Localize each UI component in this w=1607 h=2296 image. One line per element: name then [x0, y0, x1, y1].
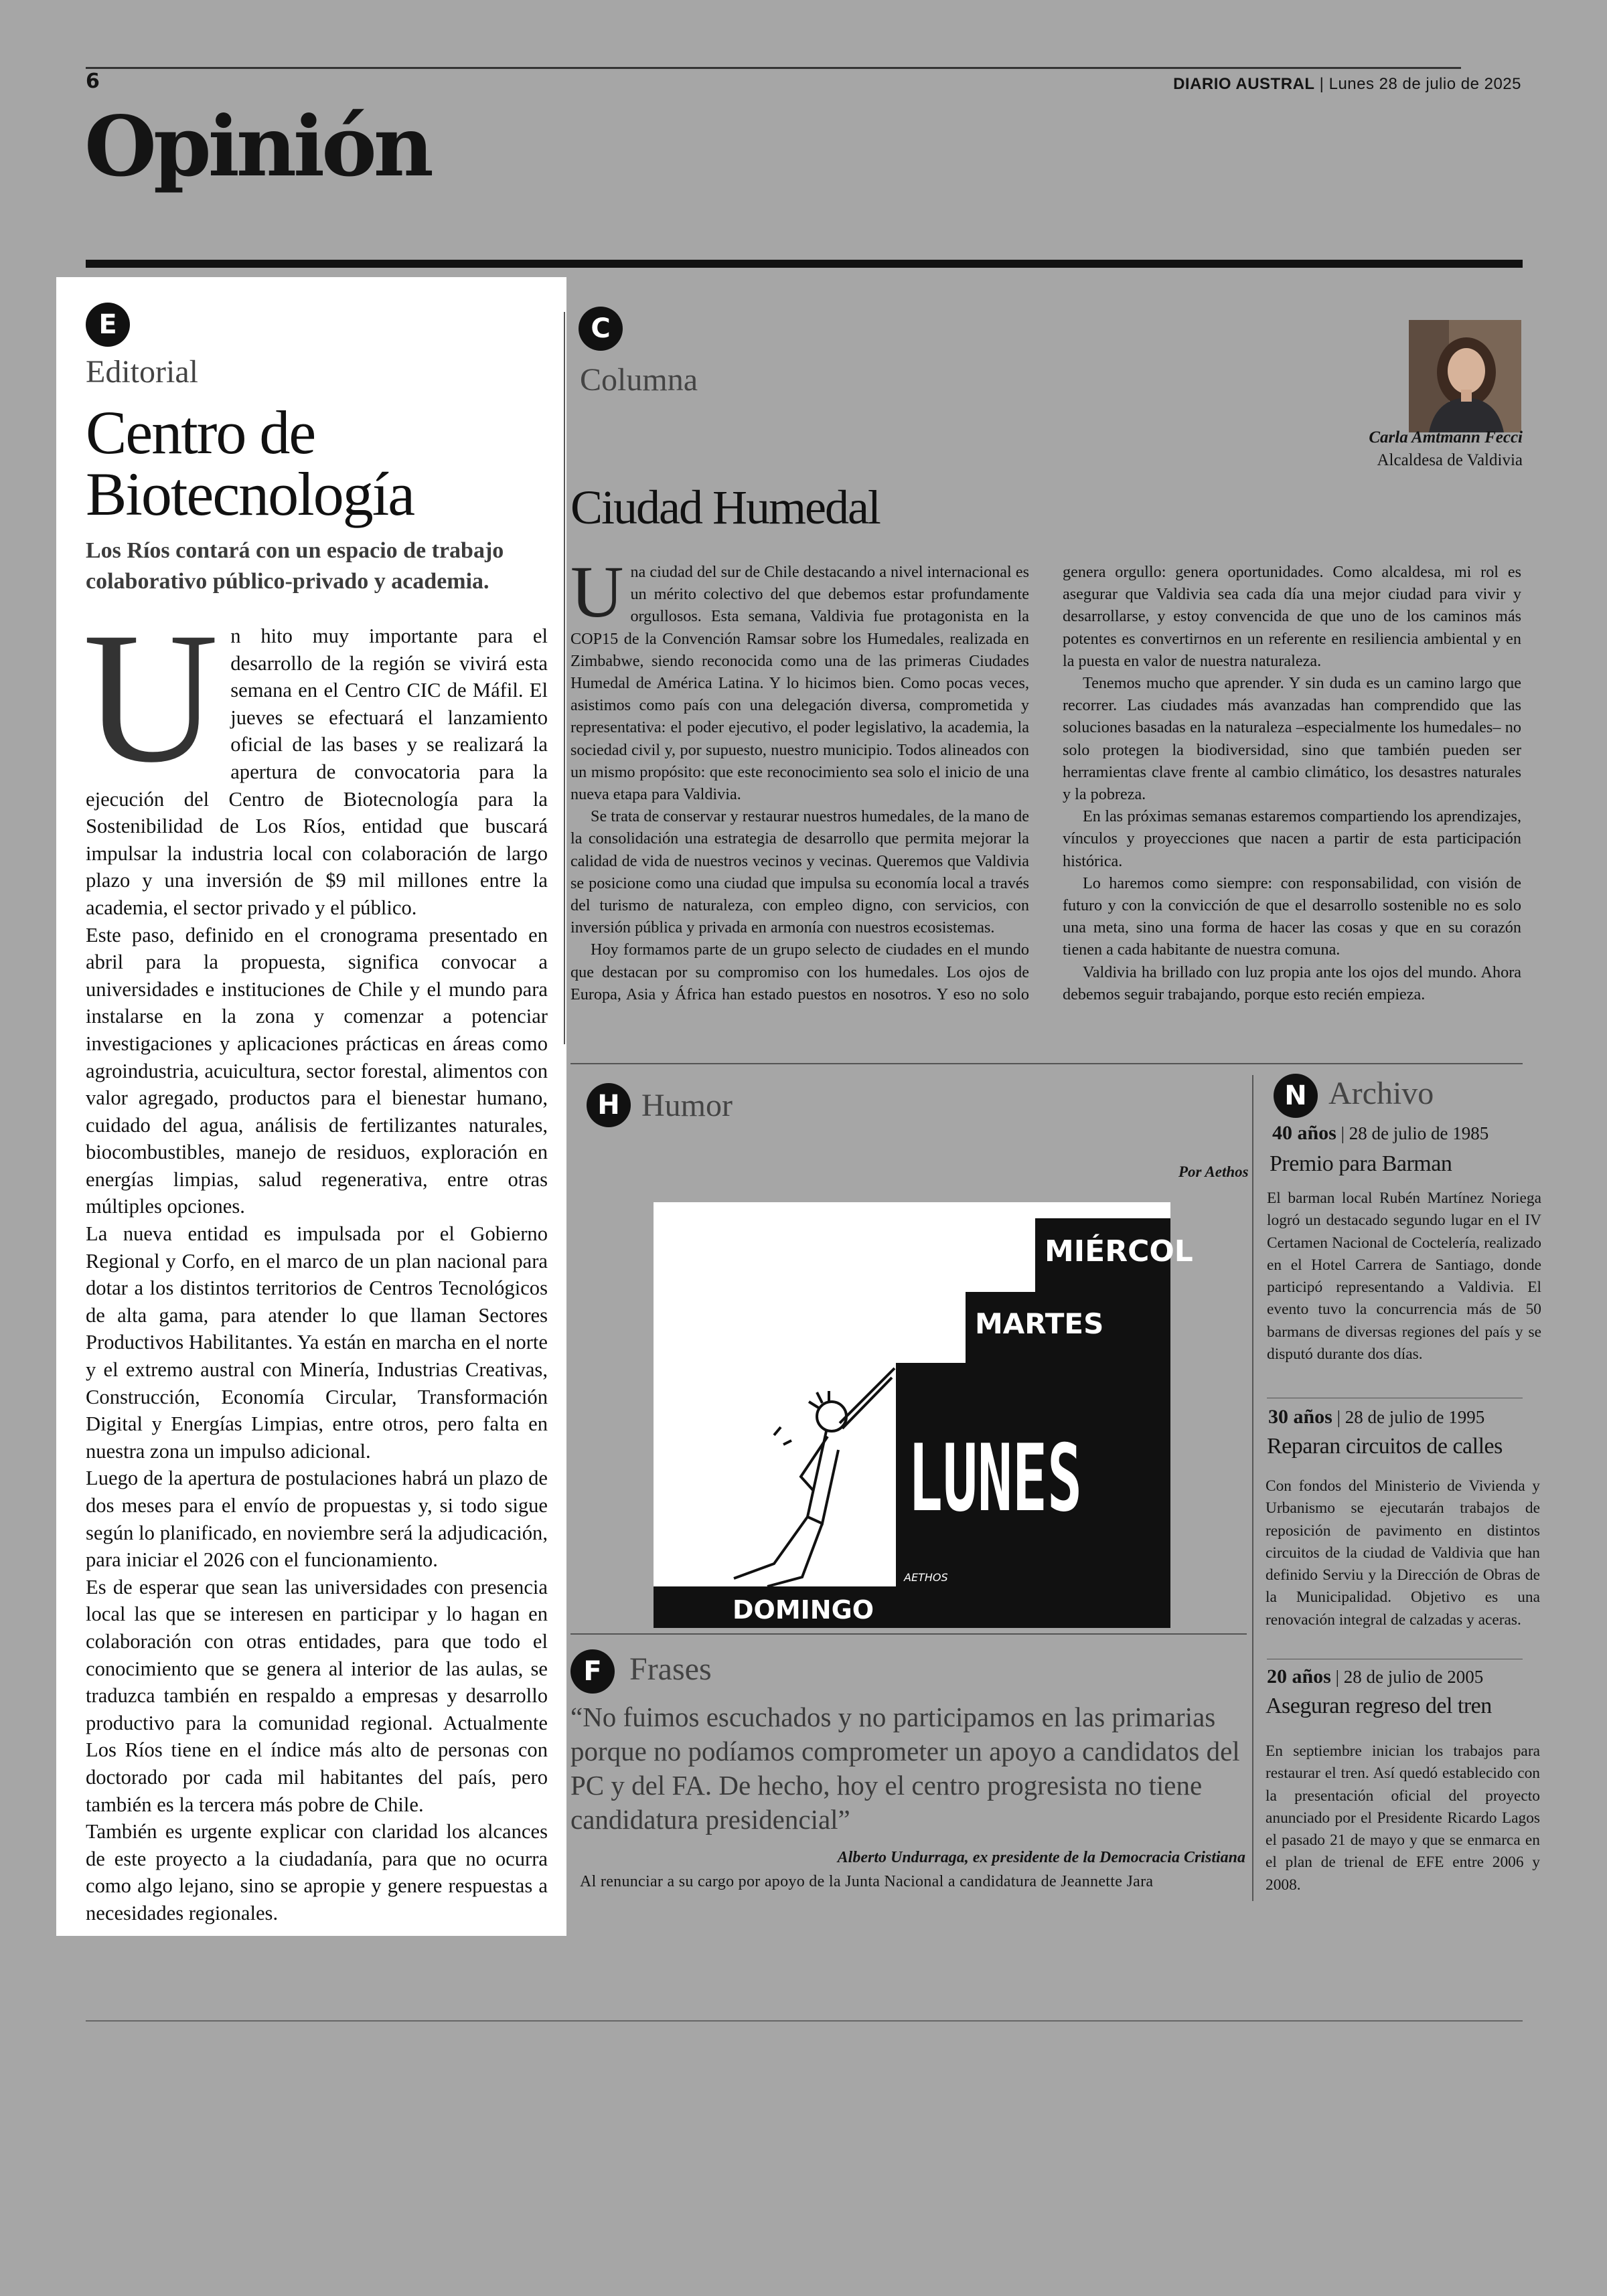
editorial-title-line1: Centro de — [86, 398, 315, 467]
archivo-badge: N — [1274, 1074, 1318, 1118]
archivo-years: 30 años — [1268, 1406, 1332, 1428]
frases-note: Al renunciar a su cargo por apoyo de la Junta Nacional a candidatura de Jeannette Jara — [580, 1873, 1154, 1890]
column-divider — [564, 312, 565, 1044]
frases-badge: F — [570, 1649, 615, 1694]
column-bottom-rule — [570, 1063, 1523, 1064]
publication-date: Lunes 28 de julio de 2025 — [1328, 75, 1521, 93]
humor-kicker: Humor — [641, 1088, 733, 1123]
editorial-paragraph: Este paso, definido en el cronograma presentado en abril para la propuesta, significa convocar a universidades e instituciones de Chile y el mundo para instalarse en la zona y comenzar a potenciar investigaciones y aplicaciones prácticas en áreas como agroindustria, acuicultura, sector forestal, alimentos con valor agregado, productos para el bienestar humano, cuidado del agua, análisis de fertilizantes naturales, biocombustibles, manejo de residuos, exploración en energías limpias, salud regenerativa, entre otras múltiples opciones. — [86, 923, 548, 1218]
editorial-badge: E — [86, 303, 130, 347]
humor-cartoon — [654, 1202, 1193, 1628]
archivo-kicker: Archivo — [1328, 1076, 1434, 1111]
editorial-dropcap: U — [83, 593, 219, 801]
masthead: DIARIO AUSTRAL | Lunes 28 de julio de 2025 — [1173, 75, 1521, 93]
section-rule — [86, 260, 1523, 268]
editorial-paragraph: Luego de la apertura de postulaciones habrá un plazo de dos meses para el envío de propuestas y, si todo sigue según lo planificado, en noviembre será la adjudicación, para iniciar el 2026 con el funcionamiento. — [86, 1467, 548, 1572]
archivo-years: 20 años — [1267, 1665, 1331, 1688]
bottom-rule — [86, 2020, 1523, 2022]
frases-kicker: Frases — [629, 1651, 712, 1687]
column-paragraph: Se trata de conservar y restaurar nuestros humedales, de la mano de la consolidación una estrategia de desarrollo que permita mejorar la calidad de vida de nuestros vecinos y vecinas. Queremos que Valdivia se posicione como una ciudad que impulsa su economía local a través del turismo de naturaleza, con empleo digno, con servicios, con inversión pública y privada en armonía con nuestros ecosistemas. — [570, 807, 1029, 937]
section-title: Opinión — [84, 98, 431, 195]
frases-author: Alberto Undurraga, ex presidente de la Democracia Cristiana — [837, 1849, 1245, 1866]
column-paragraph: na ciudad del sur de Chile destacando a nivel internacional es un mérito colectivo del que debemos estar profundamente orgullosos. Esta semana, Valdivia fue protagonista en la COP15 de la Convención Ramsar sobre los Humedales, realizada en Zimbabwe, siendo reconocida como una de las primeras Ciudades Humedal de América Latina. Y lo hicimos bien. Como pocas veces, asistimos como país con una delegación diversa, comprometida y representativa: el poder ejecutivo, el poder legislativo, la academia, la sociedad civil y, por supuesto, nuestro municipio. Todos alineados con un mismo propósito: que este reconocimiento sea solo el inicio de una nueva etapa para Valdivia. — [570, 563, 1029, 804]
archivo-item-title: Reparan circuitos de calles — [1267, 1434, 1503, 1459]
column-paragraph: Hoy formamos parte de un grupo selecto de ciudades en el mundo que destacan por su compromiso con los humedales. Los ojos de Europa, Asia y África han estado puestos en nosotros. Y eso no solo genera orgullo: genera oportunidades. Como alcaldesa, mi rol es asegurar que Valdivia sea cada día una mejor ciudad para vivir y desarrollarse, y estoy convencida de que uno de los caminos más potentes es convertirnos en un referente en resiliencia ambiental y en la puesta en valor de nuestra naturaleza. — [570, 563, 1521, 1003]
author-role: Alcaldesa de Valdivia — [1377, 451, 1523, 469]
archivo-date: | 28 de julio de 1995 — [1336, 1407, 1485, 1427]
editorial-subtitle: Los Ríos contará con un espacio de trabajo colaborativo público-privado y academia. — [86, 538, 504, 594]
publication-name: DIARIO AUSTRAL — [1173, 75, 1315, 93]
archivo-item-body: El barman local Rubén Martínez Noriega logró un destacado segundo lugar en el IV Certamen Nacional de Coctelería, realizado en el Hotel Carrera de Santiago, donde participó representando a Valdivia. El evento tuvo la concurrencia más de 50 barmans de diversas regiones del país y se disputó durante dos días. — [1267, 1190, 1541, 1364]
author-name: Carla Amtmann Fecci — [1369, 428, 1523, 446]
column-kicker: Columna — [580, 362, 698, 398]
archivo-item-date — [1267, 1665, 1483, 1688]
column-dropcap: U — [570, 551, 624, 633]
author-portrait-icon — [1409, 320, 1521, 432]
humor-bottom-rule — [570, 1633, 1247, 1635]
archivo-item-date — [1272, 1122, 1488, 1145]
step-domingo: DOMINGO — [733, 1595, 874, 1625]
top-rule — [86, 67, 1461, 69]
step-lunes: LUNES — [908, 1424, 1082, 1532]
editorial-title — [86, 398, 554, 528]
column-paragraph: Valdivia ha brillado con luz propia ante los ojos del mundo. Ahora debemos seguir trabajando, porque esto recién empieza. — [1063, 963, 1521, 1003]
column-badge: C — [579, 307, 623, 351]
archivo-years: 40 años — [1272, 1122, 1336, 1144]
archivo-item-date — [1268, 1406, 1484, 1428]
archivo-item-body: Con fondos del Ministerio de Vivienda y Urbanismo se ejecutarán trabajos de reposición de pavimento en distintos circuitos de la ciudad de Valdivia que han definido Serviu y la Dirección de Obras de la Municipalidad. Objetivo es una renovación integral de calzadas y aceras. — [1266, 1477, 1540, 1629]
archivo-item-body: En septiembre inician los trabajos para restaurar el tren. Así quedó establecido con la presentación oficial del proyecto anunciado por el Presidente Ricardo Lagos el pasado 21 de mayo y que se enmarca en el plan de trienal de EFE entre 2006 y 2008. — [1266, 1742, 1540, 1894]
step-miercoles: MIÉRCOL — [1045, 1234, 1193, 1268]
column-paragraph: Lo haremos como siempre: con responsabilidad, con visión de futuro y con la convicción de que el desarrollo sostenible no es solo una meta, sino una forma de hacer las cosas y que en su corazón tienen a cada habitante de nuestra comuna. — [1063, 874, 1521, 959]
column-title: Ciudad Humedal — [570, 481, 880, 534]
archivo-item-title: Aseguran regreso del tren — [1266, 1694, 1492, 1718]
column-paragraph: En las próximas semanas estaremos compartiendo los aprendizajes, vínculos y proyecciones que nacen a partir de esta participación histórica. — [1063, 807, 1521, 870]
editorial-paragraph: La nueva entidad es impulsada por el Gobierno Regional y Corfo, en el marco de un plan nacional para dotar a los distintos territorios de Centros Tecnológicos de alta gama, para atender lo que llaman Sectores Productivos Habilitantes. Ya están en marcha en el norte y el extremo austral con Minería, Industrias Creativas, Construcción, Economía Circular, Transformación Digital y Energías Limpias, entre otros, pero falta en nuestra zona un impulso adicional. — [86, 1222, 548, 1463]
column-paragraph: Tenemos mucho que aprender. Y sin duda es un camino largo que recorrer. Las ciudades más avanzadas han comprendido que las soluciones basadas en la naturaleza –especialmente los humedales– no solo protegen la biodiversidad, sino que también pueden ser herramientas clave frente al cambio climático, los desastres naturales y la pobreza. — [1063, 674, 1521, 804]
editorial-title-line2: Biotecnología — [86, 460, 414, 528]
archivo-divider — [1252, 1075, 1253, 1901]
editorial-paragraph: También es urgente explicar con claridad los alcances de este proyecto a la ciudadanía, para que no ocurra como algo lejano, sino se apropie y genere respuestas a necesidades regionales. — [86, 1820, 548, 1924]
archivo-date: | 28 de julio de 2005 — [1335, 1667, 1484, 1687]
page-number: 6 — [86, 70, 100, 93]
frases-quote: “No fuimos escuchados y no participamos en las primarias porque no podíamos comprometer un apoyo a candidatos del PC y del FA. De hecho, hoy el centro progresista no tiene candidatura presidencial” — [570, 1702, 1240, 1835]
column-body — [570, 551, 1521, 1043]
archivo-item-title: Premio para Barman — [1270, 1151, 1452, 1176]
editorial-body — [83, 593, 548, 1927]
humor-credit: Por Aethos — [1178, 1163, 1249, 1180]
cartoon-signature: AETHOS — [904, 1571, 948, 1584]
author-photo — [1409, 320, 1521, 432]
editorial-paragraph: n hito muy importante para el desarrollo de la región se vivirá esta semana en el Centro CIC de Máfil. El jueves se efectuará el lanzamiento oficial de las bases y se realizará la apertura de convocatoria para la ejecución del Centro de Biotecnología para la Sostenibilidad de Los Ríos, entidad que buscará impulsar la industria local con colaboración de largo plazo y una inversión de $9 mil millones entre la academia, el sector privado y el público. — [86, 625, 548, 919]
humor-badge: H — [587, 1083, 631, 1127]
editorial-paragraph: Es de esperar que sean las universidades con presencia local las que se interesen en participar y lo hagan en colaboración con otras entidades, para que todo el conocimiento que se genera al interior de las aulas, se traduzca también en respaldo a empresas y desarrollo productivo para la comunidad regional. Actualmente Los Ríos tiene en el índice más alto de personas con doctorado por cada mil habitantes del país, pero también es la tercera más pobre de Chile. — [86, 1575, 548, 1816]
stairs-cartoon-icon — [654, 1202, 1193, 1628]
editorial-kicker: Editorial — [86, 354, 198, 390]
step-martes: MARTES — [975, 1307, 1104, 1340]
archivo-date: | 28 de julio de 1985 — [1341, 1123, 1489, 1143]
